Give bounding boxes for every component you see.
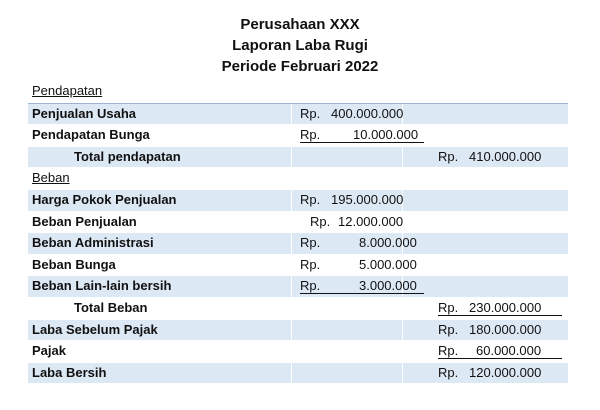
row-harga-pokok	[28, 190, 568, 212]
amount-value: 120.000.000	[469, 364, 542, 380]
row-label: Pajak	[32, 343, 66, 359]
row-label: Total pendapatan	[74, 148, 181, 164]
row-pendapatan-bunga	[28, 125, 568, 147]
amount-value: 410.000.000	[469, 148, 542, 164]
row-label: Penjualan Usaha	[32, 105, 137, 121]
row-label: Laba Bersih	[32, 364, 107, 380]
currency-prefix: Rp.	[438, 299, 459, 315]
row-penjualan-usaha	[28, 103, 568, 126]
amount-value: 195.000.000	[331, 191, 404, 207]
currency-prefix: Rp.	[438, 148, 459, 164]
amount-value: 12.000.000	[338, 213, 404, 229]
currency-prefix: Rp.	[300, 191, 321, 207]
company-name: Perusahaan XXX	[240, 16, 360, 33]
row-label: Beban Bunga	[32, 256, 116, 272]
currency-prefix: Rp.	[310, 213, 331, 229]
currency-prefix: Rp.	[300, 256, 321, 272]
report-period: Periode Februari 2022	[221, 58, 379, 75]
section-expense-label: Beban	[32, 170, 70, 186]
amount-value: 5.000.000	[359, 256, 417, 272]
currency-prefix: Rp.	[438, 343, 459, 359]
currency-prefix: Rp.	[300, 127, 321, 143]
row-label: Harga Pokok Penjualan	[32, 191, 177, 207]
amount-value: 8.000.000	[359, 235, 417, 251]
report-header	[0, 14, 600, 77]
section-income-heading	[28, 81, 568, 103]
row-laba-bersih	[28, 363, 568, 385]
section-expense-heading	[28, 168, 568, 190]
currency-prefix: Rp.	[300, 278, 321, 294]
section-income-label: Pendapatan	[32, 83, 103, 98]
income-statement-table	[28, 81, 568, 384]
currency-prefix: Rp.	[438, 364, 459, 380]
row-total-beban	[28, 298, 568, 320]
row-label: Beban Administrasi	[32, 235, 154, 251]
row-beban-penjualan	[28, 212, 568, 234]
row-laba-sebelum-pajak	[28, 320, 568, 342]
row-beban-lain	[28, 276, 568, 298]
amount-value: 230.000.000	[469, 299, 542, 315]
report-title: Laporan Laba Rugi	[232, 37, 368, 54]
amount-value: 400.000.000	[331, 105, 404, 121]
amount-value: 10.000.000	[353, 127, 419, 143]
currency-prefix: Rp.	[300, 105, 321, 121]
amount-value: 60.000.000	[476, 343, 542, 359]
row-label: Laba Sebelum Pajak	[32, 321, 158, 337]
row-label: Total Beban	[74, 299, 148, 315]
row-label: Beban Lain-lain bersih	[32, 278, 172, 294]
amount-value: 3.000.000	[359, 278, 417, 294]
row-label: Pendapatan Bunga	[32, 127, 150, 143]
currency-prefix: Rp.	[300, 235, 321, 251]
currency-prefix: Rp.	[438, 321, 459, 337]
row-total-pendapatan	[28, 147, 568, 169]
row-pajak	[28, 341, 568, 363]
row-beban-bunga	[28, 255, 568, 277]
row-label: Beban Penjualan	[32, 213, 137, 229]
amount-value: 180.000.000	[469, 321, 542, 337]
row-beban-administrasi	[28, 233, 568, 255]
